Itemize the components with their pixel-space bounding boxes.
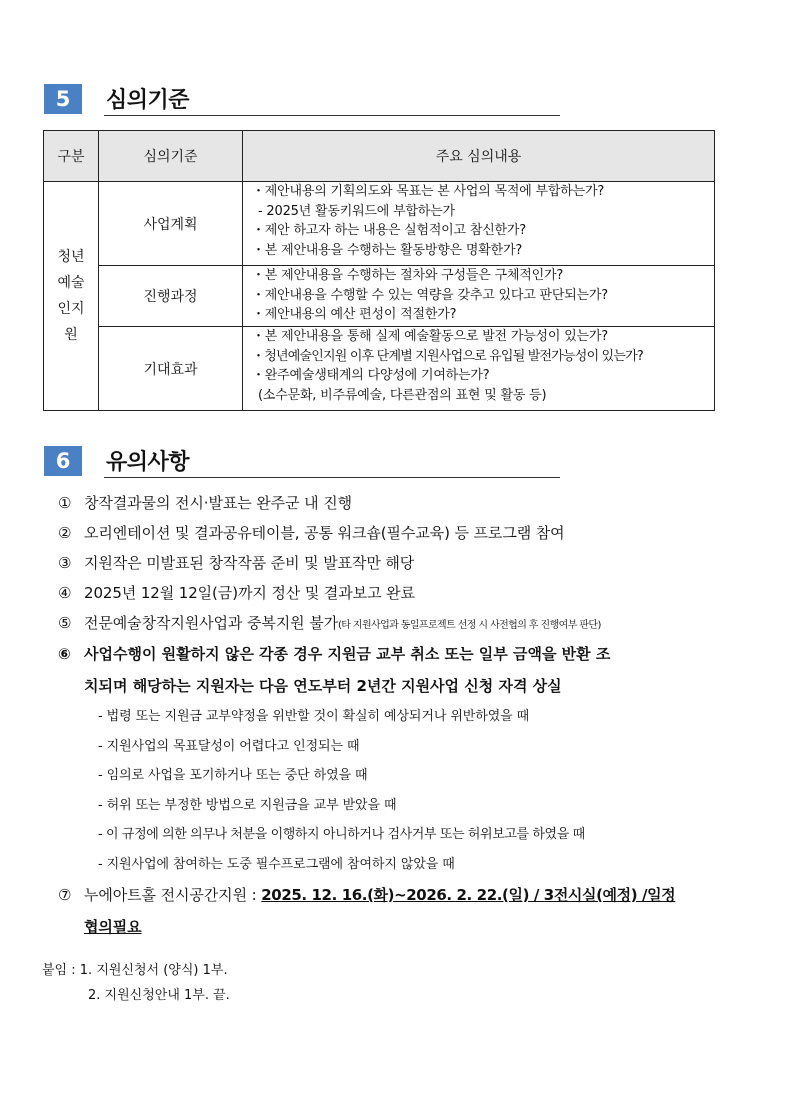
heading-underline <box>104 477 560 478</box>
heading-underline <box>104 115 560 116</box>
note-text: 사업수행이 원활하지 않은 각종 경우 지원금 교부 취소 또는 일부 금액을 반환 조 <box>84 645 611 663</box>
section-number: 6 <box>44 446 82 476</box>
note-text: 누에아트홀 전시공간지원 : <box>84 886 262 904</box>
notes-list <box>58 488 728 943</box>
section-title: 유의사항 <box>106 450 190 475</box>
note-highlight: 2025. 12. 16.(화)~2026. 2. 22.(일) / 3전시실(예정) /일정 <box>261 886 676 904</box>
group-line: 인지 <box>57 301 85 317</box>
items-cell <box>243 266 715 327</box>
sub-item: - 허위 또는 부정한 방법으로 지원금을 교부 받았을 때 <box>98 797 397 813</box>
note-item <box>58 578 728 608</box>
criteria-item: ・본 제안내용을 수행하는 절차와 구성들은 구체적인가? <box>252 268 564 283</box>
note-text-continued: 치되며 해당하는 지원자는 다음 연도부터 2년간 지원사업 신청 자격 상실 <box>84 677 562 695</box>
table-row <box>44 182 715 266</box>
note-number: ③ <box>58 554 72 572</box>
section-number: 5 <box>44 84 82 114</box>
items-cell <box>243 327 715 411</box>
sub-item: - 지원사업의 목표달성이 어렵다고 인정되는 때 <box>98 738 360 754</box>
criteria-item: ・제안내용의 예산 편성이 적절한가? <box>252 307 457 322</box>
section-5-heading <box>44 84 560 114</box>
note-number: ① <box>58 494 72 512</box>
group-line: 청년 <box>57 249 85 265</box>
header-criteria: 심의기준 <box>99 131 243 182</box>
section-6-heading <box>44 446 560 476</box>
note-item-continued <box>58 911 728 943</box>
criteria-item: ・제안 하고자 하는 내용은 실험적이고 참신한가? <box>252 223 526 238</box>
criteria-item: ・청년예술인지원 이후 단계별 지원사업으로 유입될 발전가능성이 있는가? <box>252 348 644 364</box>
table-header-row <box>44 131 715 182</box>
note-text: 지원작은 미발표된 창작작품 준비 및 발표작만 해당 <box>84 554 415 572</box>
group-line: 예술 <box>57 275 85 291</box>
sub-item: - 이 규정에 의한 의무나 처분을 이행하지 아니하거나 검사거부 또는 허위보고를 하였을 때 <box>98 827 585 842</box>
criteria-item: ・완주예술생태계의 다양성에 기여하는가? <box>252 368 490 383</box>
criteria-table <box>43 130 715 411</box>
note-item <box>58 548 728 578</box>
table-row <box>44 327 715 411</box>
note-small-text: (타 지원사업과 동일프로젝트 선정 시 사전협의 후 진행여부 판단) <box>337 620 601 631</box>
note-number: ⑤ <box>58 614 72 632</box>
attach-item: 2. 지원신청안내 1부. 끝. <box>88 988 230 1003</box>
sub-item: - 임의로 사업을 포기하거나 또는 중단 하였을 때 <box>98 768 368 783</box>
note-number: ⑥ <box>58 645 71 663</box>
note-item <box>58 879 728 911</box>
note-number: ② <box>58 524 72 542</box>
note-text: 창작결과물의 전시·발표는 완주군 내 진행 <box>84 494 352 512</box>
note-text: 2025년 12월 12일(금)까지 정산 및 결과보고 완료 <box>84 584 415 602</box>
items-cell <box>243 182 715 266</box>
header-content: 주요 심의내용 <box>243 131 715 182</box>
section-title: 심의기준 <box>106 88 190 113</box>
note-number: ④ <box>58 584 72 602</box>
attach-item: 1. 지원신청서 (양식) 1부. <box>79 963 228 978</box>
note-number: ⑦ <box>58 886 72 904</box>
criteria-item: ・제안내용을 수행할 수 있는 역량을 갖추고 있다고 판단되는가? <box>252 287 608 303</box>
sub-item: - 지원사업에 참여하는 도중 필수프로그램에 참여하지 않았을 때 <box>98 856 455 872</box>
criteria-item: - 2025년 활동키워드에 부합하는가 <box>258 203 455 219</box>
sub-item: - 법령 또는 지원금 교부약정을 위반할 것이 확실히 예상되거나 위반하였을 때 <box>98 709 530 724</box>
category-cell: 기대효과 <box>99 327 243 411</box>
note-item <box>58 518 728 548</box>
note-item-warning <box>58 638 728 702</box>
attachments <box>42 958 230 1008</box>
group-cell <box>44 182 99 411</box>
note-highlight: 협의필요 <box>84 918 142 936</box>
criteria-item: (소수문화, 비주류예술, 다른관점의 표현 및 활동 등) <box>258 387 547 403</box>
attach-label: 붙임 : <box>42 963 76 978</box>
note-item <box>58 488 728 518</box>
criteria-item: ・본 제안내용을 통해 실제 예술활동으로 발전 가능성이 있는가? <box>252 329 608 344</box>
header-group: 구분 <box>44 131 99 182</box>
criteria-item: ・본 제안내용을 수행하는 활동방향은 명확한가? <box>252 242 523 258</box>
category-cell: 진행과정 <box>99 266 243 327</box>
note-text: 오리엔테이션 및 결과공유테이블, 공통 워크숍(필수교육) 등 프로그램 참여 <box>84 524 565 542</box>
note-text: 전문예술창작지원사업과 중복지원 불가 <box>84 614 338 632</box>
group-line: 원 <box>64 327 78 343</box>
table-row <box>44 266 715 327</box>
criteria-item: ・제안내용의 기획의도와 목표는 본 사업의 목적에 부합하는가? <box>252 184 605 199</box>
category-cell: 사업계획 <box>99 182 243 266</box>
note-item <box>58 608 728 638</box>
